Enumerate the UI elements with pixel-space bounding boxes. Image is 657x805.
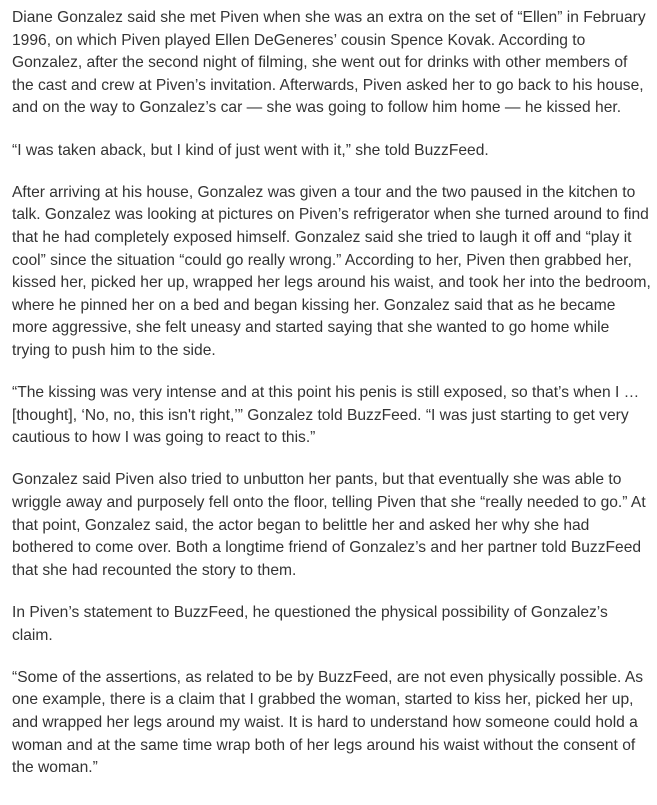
paragraph-arriving-at-house: After arriving at his house, Gonzalez was given a tour and the two paused in the kitchen to talk. Gonzalez was looking at pictures on Piven’s refrigerator when she turned around to find that he had completely exposed himself. Gonzalez said she tried to laugh it off and “play it cool” since the situation “could go really wrong.” According to her, Piven then grabbed her, kissed her, picked her up, wrapped her legs around his waist, and took her into the bedroom, where he pinned her on a bed and began kissing her. Gonzalez said that as he became more aggressive, she felt uneasy and started saying that she wanted to go home while trying to push him to the side. [12,183,651,359]
paragraph-gonzalez-met-piven: Diane Gonzalez said she met Piven when she was an extra on the set of “Ellen” in February 1996, on which Piven played Ellen DeGeneres’ cousin Spence Kovak. According to Gonzalez, after the second night of filming, she went out for drinks with other members of the cast and crew at Piven’s invitation. Afterwards, Piven asked her to go back to his house, and on the way to Gonzalez’s car — she was going to follow him home — he kissed her. [12,9,646,117]
paragraph-piven-statement: In Piven’s statement to BuzzFeed, he questioned the physical possibility of Gonzalez’s claim. [12,604,608,644]
paragraph-taken-aback-quote: “I was taken aback, but I kind of just went with it,” she told BuzzFeed. [12,141,489,159]
paragraph-assertions-quote: “Some of the assertions, as related to be by BuzzFeed, are not even physically possible. As one example, there is a claim that I grabbed the woman, started to kiss her, picked her up, and wrapped her legs around my waist. It is hard to understand how someone could hold a woman and at the same time wrap both of her legs around his waist without the consent of the woman.” [12,668,644,777]
paragraph-unbutton-pants: Gonzalez said Piven also tried to unbutton her pants, but that eventually she was able to wriggle away and purposely fell onto the floor, telling Piven that she “really needed to go.” At that point, Gonzalez said, the actor began to belittle her and asked her why she had bothered to come over. Both a longtime friend of Gonzalez’s and her partner told BuzzFeed that she had recounted the story to them. [12,471,646,579]
paragraph-kissing-intense-quote: “The kissing was very intense and at this point his penis is still exposed, so that’s when I …[thought], ‘No, no, this isn't right,’” Gonzalez told BuzzFeed. “I was just starting to get very cautious to how I was going to react to this.” [12,384,640,447]
